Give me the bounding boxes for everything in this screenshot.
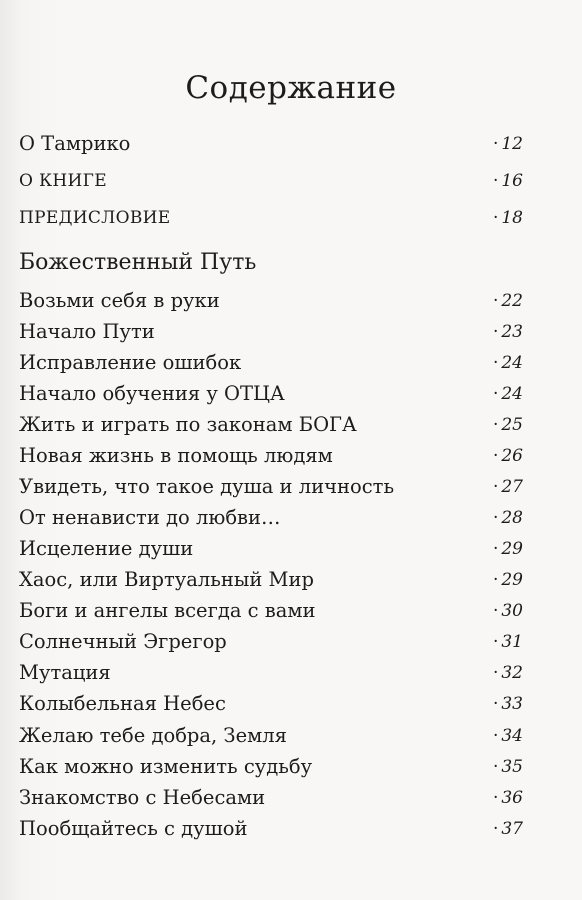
toc-entry-label: Знакомство с Небесами	[19, 786, 266, 809]
toc-entry-label: Колыбельная Небес	[19, 692, 226, 715]
toc-entry	[19, 690, 523, 718]
toc-entry-page-number: · 31	[493, 628, 523, 656]
toc-entry-page-number: · 24	[493, 380, 523, 408]
toc-entry-page-number: · 23	[493, 318, 523, 346]
toc-entry	[19, 287, 523, 315]
toc-entry	[19, 130, 523, 158]
page-title: Содержание	[185, 70, 397, 106]
toc-entry-page-number: · 18	[493, 204, 523, 232]
toc-entry-label: Новая жизнь в помощь людям	[19, 444, 333, 467]
toc-entry-label: ПРЕДИСЛОВИЕ	[19, 208, 171, 228]
toc-entry-page-number: · 37	[493, 815, 523, 843]
toc-entry-label: Исцеление души	[19, 537, 194, 560]
toc-entry-page-number: · 12	[493, 130, 523, 158]
toc-entry-label: Возьми себя в руки	[19, 289, 220, 312]
toc-entry	[19, 204, 523, 232]
toc-entry	[19, 380, 523, 408]
toc-entry	[19, 473, 523, 501]
toc-entry-page-number: · 29	[493, 535, 523, 563]
toc-entry	[19, 411, 523, 439]
section-heading: Божественный Путь	[19, 250, 257, 275]
toc-entry	[19, 628, 523, 656]
toc-entry-page-number: · 24	[493, 349, 523, 377]
toc-entry-page-number: · 25	[493, 411, 523, 439]
toc-entry	[19, 566, 523, 594]
toc-entry-label: Боги и ангелы всегда с вами	[19, 599, 316, 622]
toc-entry	[19, 597, 523, 625]
toc-entry-page-number: · 35	[493, 753, 523, 781]
toc-entry-page-number: · 33	[493, 690, 523, 718]
toc-entry	[19, 349, 523, 377]
toc-entry-page-number: · 29	[493, 566, 523, 594]
toc-entry	[19, 753, 523, 781]
toc-entry-page-number: · 26	[493, 442, 523, 470]
toc-entry	[19, 815, 523, 843]
toc-entry-label: Начало обучения у ОТЦА	[19, 382, 285, 405]
toc-entry	[19, 504, 523, 532]
toc-entry-page-number: · 16	[493, 167, 523, 195]
toc-entry-page-number: · 28	[493, 504, 523, 532]
toc-entry-label: О Тамрико	[19, 132, 131, 155]
toc-entry	[19, 659, 523, 687]
toc-entry	[19, 722, 523, 750]
toc-entry-label: От ненависти до любви…	[19, 506, 281, 529]
toc-entry-label: Пообщайтесь с душой	[19, 817, 248, 840]
toc-entry-page-number: · 32	[493, 659, 523, 687]
toc-entry	[19, 535, 523, 563]
toc-entry-label: О КНИГЕ	[19, 171, 107, 191]
toc-entry	[19, 784, 523, 812]
toc-entry-label: Увидеть, что такое душа и личность	[19, 475, 395, 498]
toc-entry	[19, 167, 523, 195]
toc-entry-label: Желаю тебе добра, Земля	[19, 724, 287, 747]
toc-entry-label: Жить и играть по законам БОГА	[19, 413, 357, 436]
toc-entry-label: Хаос, или Виртуальный Мир	[19, 568, 315, 591]
toc-entry-label: Как можно изменить судьбу	[19, 755, 313, 778]
toc-entry-label: Мутация	[19, 661, 111, 684]
toc-entry-page-number: · 34	[493, 722, 523, 750]
toc-entry	[19, 442, 523, 470]
toc-entry-label: Исправление ошибок	[19, 351, 242, 374]
toc-entry	[19, 318, 523, 346]
toc-entry-page-number: · 22	[493, 287, 523, 315]
toc-entry-label: Солнечный Эгрегор	[19, 630, 227, 653]
toc-entry-page-number: · 27	[493, 473, 523, 501]
toc-entry-page-number: · 30	[493, 597, 523, 625]
toc-entry-page-number: · 36	[493, 784, 523, 812]
toc-entry-label: Начало Пути	[19, 320, 155, 343]
